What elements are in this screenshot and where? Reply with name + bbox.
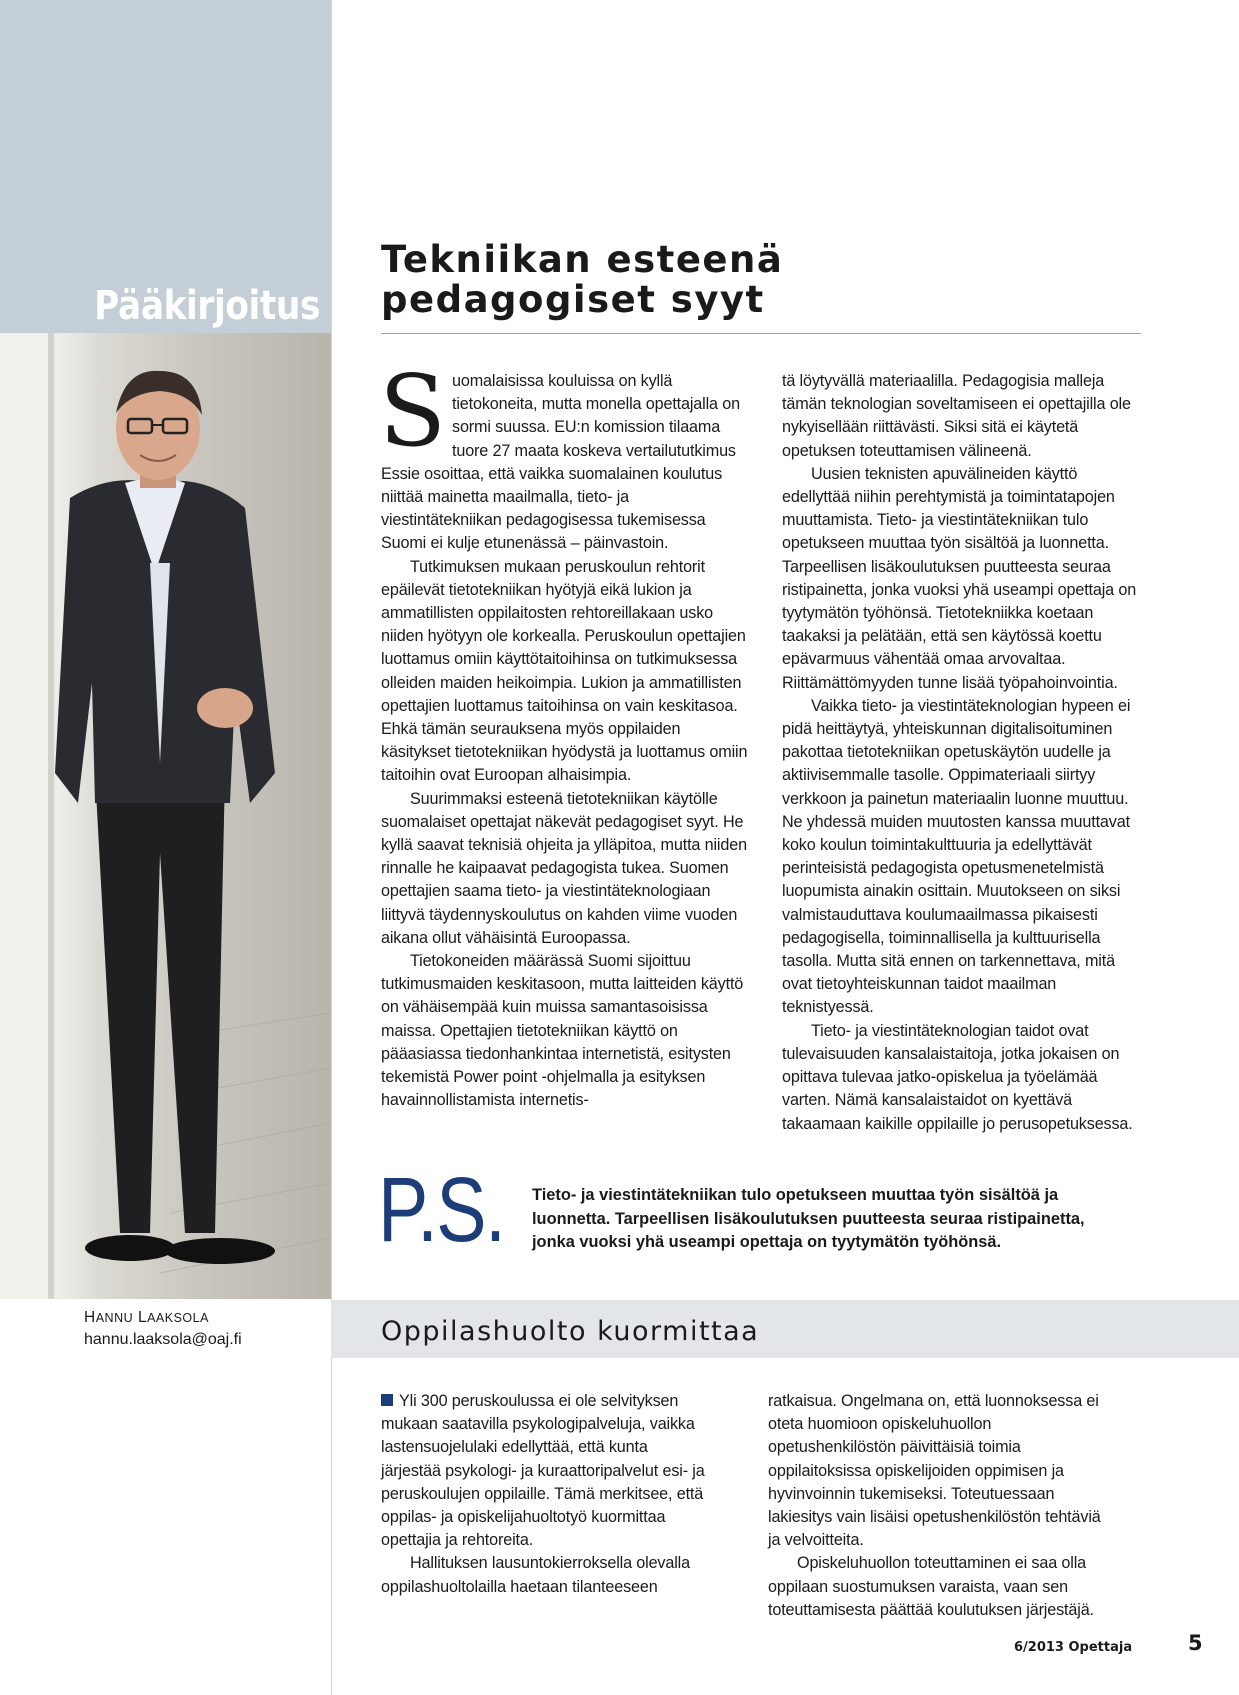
article-headline — [381, 240, 1081, 320]
section-label: Pääkirjoitus — [94, 283, 320, 329]
article-paragraph: tä löytyvällä materiaalilla. Pedagogisia malleja tämän teknologian soveltamiseen ei opettajilla ole nykyisellään riittävästi. Siksi sitä ei käytetä opetuksen toteuttamisen välineenä. — [782, 372, 1131, 460]
sidebar-column-1 — [381, 1390, 711, 1599]
article-paragraph: ratkaisua. Ongelmana on, että luonnoksessa ei oteta huomioon opiskeluhuollon opetushenkilöstön päivittäisiä toimia oppilaitoksissa opiskelijoiden oppimisen ja hyvinvoinnin tukemiseksi. Toteutuessaan lakiesitys vain lisäisi opetushenkilöstön tehtäviä ja velvoitteita. — [768, 1392, 1101, 1550]
column-divider — [331, 0, 332, 1695]
square-bullet-icon — [381, 1394, 393, 1406]
article-paragraph: Opiskeluhuollon toteuttaminen ei saa olla oppilaan suostumuksen varaista, vaan sen toteuttamisesta päättää koulutuksen järjestäjä. — [768, 1554, 1094, 1619]
footer-issue: 6/2013 Opettaja — [1014, 1640, 1133, 1655]
author-name: HANNU LAAKSOLA — [84, 1309, 209, 1326]
author-photo — [0, 333, 331, 1299]
headline-rule — [381, 333, 1141, 334]
article-paragraph: Tieto- ja viestintäteknologian taidot ovat tulevaisuuden kansalaistaitoja, jotka jokaisen on opittava tulevaa jatko-opiskelua ja työelämää varten. Nämä kansalaistaidot on kyettävä takaamaan kaikille oppilaille jo perusopetuksessa. — [782, 1021, 1133, 1133]
article-paragraph: Vaikka tieto- ja viestintäteknologian hypeen ei pidä heittäytyä, yhteiskunnan digitalisoituminen pakottaa tietotekniikan opetuskäytön uudelle ja aktiivisemmalle tasolle. Oppimateriaali siirtyy verkkoon ja painetun materiaalin luonne muuttuu. Ne yhdessä muiden muutosten kanssa muuttavat koko koulun toimintakulttuuria ja edellyttävät perinteisistä pedagogista opetusmenetelmistä luopumista ainakin osittain. Muutokseen on siksi valmistauduttava koulumaailmassa pikaisesti pedagogisella, toiminnallisella ja kulttuurisella tasolla. Mutta sitä ennen on tarkennettava, mitä ovat tietoyhteiskunnan taidot maailman teknistyessä. — [782, 696, 1131, 1017]
article-paragraph: Tutkimuksen mukaan peruskoulun rehtorit epäilevät tietotekniikan hyötyjä eikä lukion ja ammatillisten oppilaitosten rehtoreillakaan usko niiden hyötyyn ole korkealla. Peruskoulun opettajien luottamus omiin käyttötaitoihinsa on tutkimuksessa olleiden maiden heikoimpia. Lukion ja ammatillisten opettajien luottamus taitoihinsa on vain keskitasoa. Ehkä tämän seurauksena myös oppilaiden käsitykset tietotekniikan hyödystä ja luottamus omiin taitoihin ovat Euroopan alhaisimpia. — [381, 557, 748, 785]
article-paragraph: Suurimmaksi esteenä tietotekniikan käytölle suomalaiset opettajat näkevät pedagogiset syyt. He kyllä saavat teknisiä ohjeita ja ylläpitoa, mutta niiden rinnalle he kaipaavat pedagogista tukea. Suomen opettajien saama tieto- ja viestintäteknologiaan liittyvä täydennyskoulutus on kahden viime vuoden aikana ollut vähäisintä Euroopassa. — [381, 789, 747, 947]
article-column-1 — [379, 355, 753, 1113]
sidebar-column-2 — [768, 1390, 1108, 1622]
headline-line-1: Tekniikan esteenä — [381, 238, 784, 281]
article-paragraph: Tietokoneiden määrässä Suomi sijoittuu tutkimusmaiden keskitasoon, mutta laitteiden käyttö on vähäisempää kuin muissa samantasoisissa maissa. Opettajien tietotekniikan käyttö on pääasiassa tiedonhankintaa internetistä, esitysten tekemistä Power point -ohjelmalla ja esityksen havainnollistamista internetis- — [381, 952, 744, 1110]
page-number: 5 — [1188, 1631, 1203, 1655]
sidebar-article-title: Oppilashuolto kuormittaa — [381, 1316, 760, 1347]
author-portrait-illustration — [0, 333, 331, 1299]
article-paragraph: Hallituksen lausuntokierroksella olevalla oppilashuoltolailla haetaan tilanteeseen — [381, 1554, 690, 1596]
headline-line-2: pedagogiset syyt — [381, 278, 765, 321]
ps-mark: P.S. — [378, 1159, 505, 1261]
author-email: hannu.laaksola@oaj.fi — [84, 1331, 242, 1348]
article-paragraph: Suomalaisissa kouluissa on kyllä tietokoneita, mutta monella opettajalla on sormi suussa. EU:n komission tilaama tuore 27 maata koskeva vertailututkimus Essie osoittaa, että vaikka suomalainen koulutus niittää mainetta maailmalla, tieto- ja viestintätekniikan pedagogisessa tukemisessa Suomi ei kulje etunenässä – päinvastoin. — [379, 355, 740, 553]
drop-cap: S — [379, 355, 446, 469]
ps-text: Tieto- ja viestintätekniikan tulo opetukseen muuttaa työn sisältöä ja luonnetta. Tarpeellisen lisäkoulutuksen puutteesta seuraa ristipainetta, jonka vuoksi yhä useampi opettaja on tyytymätön työhönsä. — [532, 1186, 1085, 1251]
article-paragraph: Yli 300 peruskoulussa ei ole selvityksen mukaan saatavilla psykologipalveluja, vaikka lastensuojelulaki edellyttää, että kunta järjestää psykologi- ja kuraattoripalvelut esi- ja peruskoulujen oppilaille. Tämä merkitsee, että oppilas- ja opiskelijahuoltotyö kuormittaa opettajia ja rehtoreita. — [381, 1392, 705, 1550]
article-column-2 — [782, 370, 1147, 1136]
article-paragraph: Uusien teknisten apuvälineiden käyttö edellyttää niihin perehtymistä ja toimintatapojen muuttamista. Tieto- ja viestintätekniikan tulo opetukseen muuttaa työn sisältöä ja luonnetta. Tarpeellisen lisäkoulutuksen puutteesta seuraa ristipainetta, jonka vuoksi yhä useampi opettaja on tyytymätön työhönsä. Tietotekniikka koetaan taakaksi ja pelätään, että sen käytössä koettu epävarmuus vähentää omaa arvovaltaa. Riittämättömyyden tunne lisää työpahoinvointia. — [782, 464, 1137, 692]
